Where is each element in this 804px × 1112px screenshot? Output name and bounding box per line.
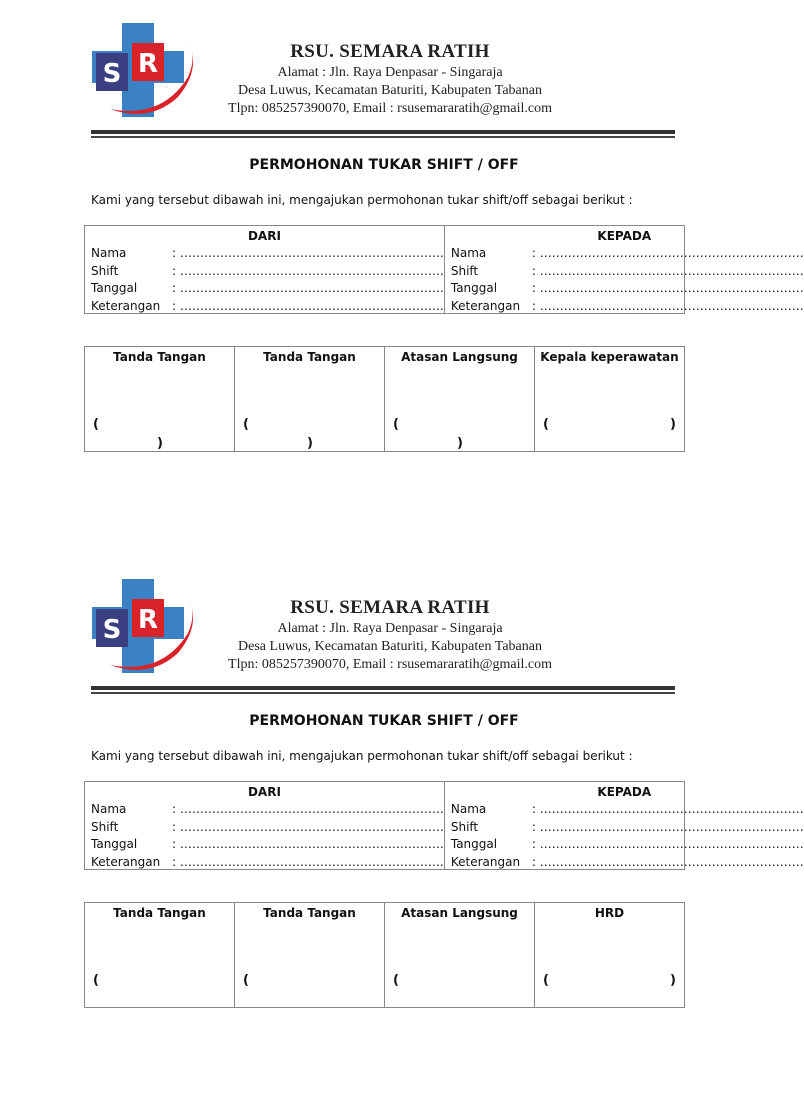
paren-open: (	[393, 417, 399, 432]
notes-field[interactable]: : …………………………………………………………	[531, 854, 804, 869]
from-row-name	[85, 801, 444, 819]
signature-table	[84, 902, 685, 1008]
signature-heading: HRD	[594, 906, 625, 920]
hospital-logo	[92, 579, 198, 673]
field-label: Tanggal	[450, 837, 498, 851]
to-row-shift	[445, 263, 804, 281]
logo-letter-r: R	[137, 605, 159, 635]
paren-open: (	[93, 973, 99, 988]
shift-swap-form-2	[0, 556, 804, 1112]
notes-field[interactable]: : …………………………………………………………	[531, 298, 804, 313]
signature-heading: Tanda Tangan	[263, 350, 356, 364]
date-field[interactable]: : …………………………………………………………	[172, 837, 444, 851]
signature-box-requester[interactable]	[85, 347, 234, 451]
field-label: Nama	[450, 246, 487, 260]
paren-open: (	[243, 417, 249, 432]
to-heading: KEPADA	[597, 785, 652, 799]
logo-letter-s: S	[102, 59, 122, 89]
signature-box-requester[interactable]	[85, 903, 234, 1007]
form-title: PERMOHONAN TUKAR SHIFT / OFF	[249, 713, 519, 729]
to-row-date	[445, 836, 804, 854]
form-title: PERMOHONAN TUKAR SHIFT / OFF	[249, 157, 519, 173]
field-label: Tanggal	[91, 281, 138, 295]
field-label: Nama	[91, 246, 127, 260]
paren-open: (	[243, 973, 249, 988]
from-row-date	[85, 836, 444, 854]
address-line-1: Alamat : Jln. Raya Denpasar - Singaraja	[277, 621, 503, 636]
field-label: Tanggal	[91, 837, 138, 851]
name-field[interactable]: : …………………………………………………………	[531, 802, 804, 816]
notes-field[interactable]: : …………………………………………………………	[172, 854, 444, 869]
signature-table	[84, 346, 685, 452]
to-heading: KEPADA	[597, 229, 652, 243]
from-row-notes	[85, 298, 444, 316]
to-column	[444, 782, 804, 869]
paren-close: )	[307, 436, 313, 451]
paren-open: (	[543, 973, 549, 988]
to-row-name	[445, 801, 804, 819]
signature-box-head-nurse[interactable]	[534, 347, 684, 451]
signature-box-recipient[interactable]	[234, 347, 384, 451]
letterhead	[200, 40, 580, 118]
from-heading: DARI	[247, 785, 281, 799]
field-label: Keterangan	[450, 298, 521, 313]
to-row-notes	[445, 298, 804, 316]
paren-close: )	[670, 973, 676, 988]
to-row-notes	[445, 854, 804, 872]
signature-heading: Atasan Langsung	[401, 350, 518, 364]
shift-field[interactable]: : …………………………………………………………	[172, 263, 444, 278]
contact-line: Tlpn: 085257390070, Email : rsusemararatih@gmail.com	[228, 657, 552, 672]
signature-heading: Tanda Tangan	[263, 906, 356, 920]
hospital-name: RSU. SEMARA RATIH	[290, 597, 490, 618]
signature-heading: Tanda Tangan	[113, 350, 206, 364]
paren-close: )	[457, 436, 463, 451]
hospital-name: RSU. SEMARA RATIH	[290, 41, 490, 62]
from-heading: DARI	[247, 229, 281, 243]
from-row-date	[85, 280, 444, 298]
date-field[interactable]: : …………………………………………………………	[531, 281, 804, 295]
name-field[interactable]: : …………………………………………………………	[172, 802, 444, 816]
name-field[interactable]: : …………………………………………………………	[531, 246, 804, 260]
name-field[interactable]: : …………………………………………………………	[172, 246, 444, 260]
signature-heading: Atasan Langsung	[401, 906, 518, 920]
field-label: Nama	[450, 802, 487, 816]
letterhead-rule-thin	[91, 136, 675, 138]
signature-box-hrd[interactable]	[534, 903, 684, 1007]
to-column	[444, 226, 804, 313]
swap-party-table	[84, 225, 804, 314]
field-label: Nama	[91, 802, 127, 816]
paren-open: (	[543, 417, 549, 432]
letterhead	[200, 596, 580, 674]
paren-open: (	[393, 973, 399, 988]
hospital-logo	[92, 23, 198, 117]
from-row-name	[85, 245, 444, 263]
field-label: Shift	[450, 819, 479, 834]
letterhead-rule-thin	[91, 692, 675, 694]
date-field[interactable]: : …………………………………………………………	[172, 281, 444, 295]
to-row-shift	[445, 819, 804, 837]
notes-field[interactable]: : …………………………………………………………	[172, 298, 444, 313]
signature-heading: Kepala keperawatan	[540, 350, 679, 364]
letterhead-rule-thick	[91, 686, 675, 690]
swap-party-table	[84, 781, 804, 870]
signature-box-recipient[interactable]	[234, 903, 384, 1007]
logo-letter-s: S	[102, 615, 122, 645]
logo-letter-r: R	[137, 49, 159, 79]
field-label: Tanggal	[450, 281, 498, 295]
from-row-notes	[85, 854, 444, 872]
signature-heading: Tanda Tangan	[113, 906, 206, 920]
date-field[interactable]: : …………………………………………………………	[531, 837, 804, 851]
letterhead-rule-thick	[91, 130, 675, 134]
intro-text: Kami yang tersebut dibawah ini, mengajukan permohonan tukar shift/off sebagai berikut :	[91, 193, 633, 207]
field-label: Keterangan	[91, 854, 161, 869]
signature-box-supervisor[interactable]	[384, 903, 534, 1007]
shift-field[interactable]: : …………………………………………………………	[172, 819, 444, 834]
from-column	[85, 782, 444, 869]
from-column	[85, 226, 444, 313]
to-row-date	[445, 280, 804, 298]
field-label: Keterangan	[450, 854, 521, 869]
field-label: Shift	[91, 819, 119, 834]
address-line-2: Desa Luwus, Kecamatan Baturiti, Kabupaten Tabanan	[238, 639, 542, 654]
paren-close: )	[157, 436, 163, 451]
address-line-1: Alamat : Jln. Raya Denpasar - Singaraja	[277, 65, 503, 80]
from-row-shift	[85, 263, 444, 281]
paren-close: )	[670, 417, 676, 432]
from-row-shift	[85, 819, 444, 837]
shift-field[interactable]: : …………………………………………………………	[531, 819, 804, 834]
contact-line: Tlpn: 085257390070, Email : rsusemararatih@gmail.com	[228, 101, 552, 116]
field-label: Shift	[450, 263, 479, 278]
paren-open: (	[93, 417, 99, 432]
field-label: Keterangan	[91, 298, 161, 313]
intro-text: Kami yang tersebut dibawah ini, mengajukan permohonan tukar shift/off sebagai berikut :	[91, 749, 633, 763]
shift-field[interactable]: : …………………………………………………………	[531, 263, 804, 278]
field-label: Shift	[91, 263, 119, 278]
signature-box-supervisor[interactable]	[384, 347, 534, 451]
address-line-2: Desa Luwus, Kecamatan Baturiti, Kabupaten Tabanan	[238, 83, 542, 98]
to-row-name	[445, 245, 804, 263]
